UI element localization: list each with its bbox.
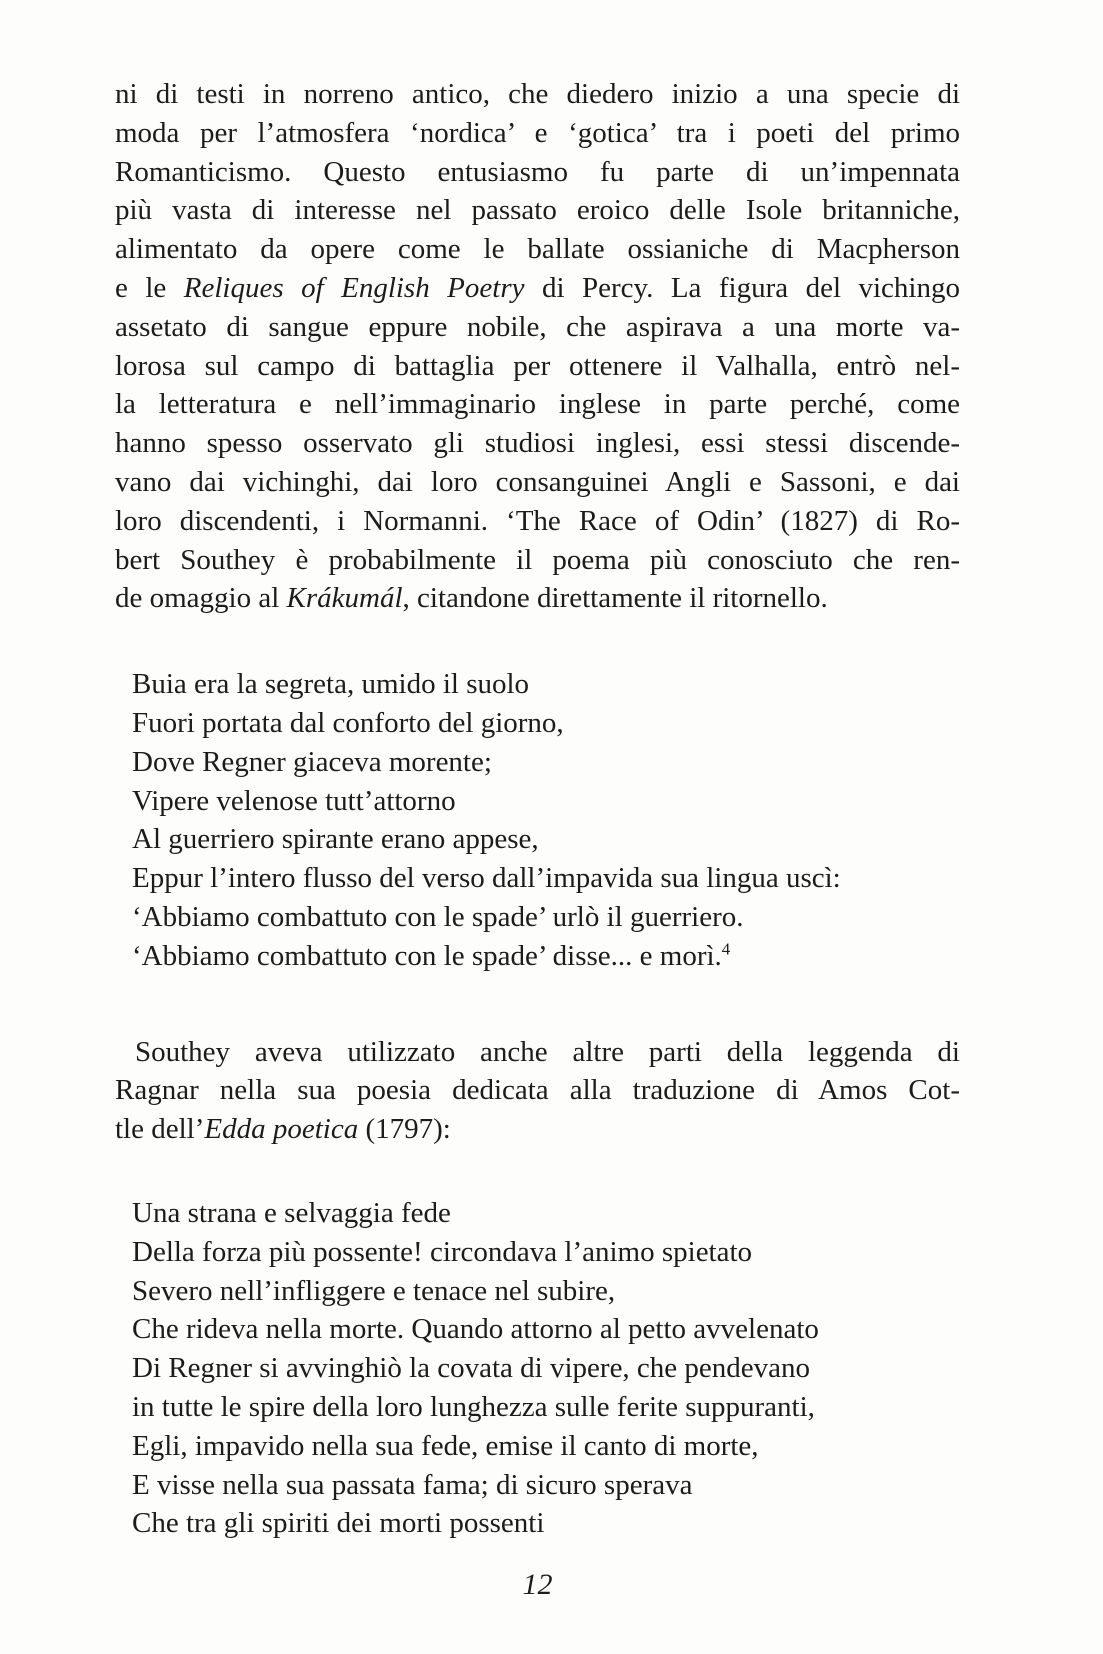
verse-line: ‘Abbiamo combattuto con le spade’ urlò il guerriero. — [132, 900, 744, 933]
verse-line: Che rideva nella morte. Quando attorno al petto avvelenato — [132, 1313, 819, 1346]
verse-line: in tutte le spire della loro lunghezza sulle ferite suppuranti, — [132, 1390, 815, 1423]
text-run: (1797): — [358, 1113, 451, 1146]
verse-line: Fuori portata dal conforto del giorno, — [132, 706, 564, 739]
text-run: vano dai vichinghi, dai loro consanguinei Angli e Sassoni, e dai — [115, 465, 960, 498]
text-line — [115, 230, 960, 269]
text-run: la letteratura e nell’immaginario inglese in parte perché, come — [115, 388, 960, 421]
text-run: e le — [115, 271, 184, 304]
text-line — [115, 269, 960, 308]
text-line — [115, 385, 960, 424]
verse-line: Che tra gli spiriti dei morti possenti — [132, 1507, 545, 1540]
text-run: Ragnar nella sua poesia dedicata alla traduzione di Amos Cot- — [115, 1074, 960, 1107]
book-title-italic: Reliques of English Poetry — [183, 271, 525, 304]
verse-line: Al guerriero spirante erano appese, — [132, 823, 539, 856]
text-run: moda per l’atmosfera ‘nordica’ e ‘gotica’ tra i poeti del primo — [115, 116, 960, 149]
text-line — [115, 502, 960, 541]
verse-line: Dove Regner giaceva morente; — [132, 745, 492, 778]
page-number: 12 — [522, 1568, 553, 1601]
verse-line: Una strana e selvaggia fede — [132, 1196, 451, 1229]
text-run: de omaggio al — [115, 582, 287, 615]
verse-line — [115, 937, 960, 976]
book-title-italic: Krákumál — [286, 582, 403, 615]
text-line — [115, 191, 960, 230]
text-line — [115, 541, 960, 580]
text-run: Southey aveva utilizzato anche altre parti della leggenda di — [135, 1035, 960, 1068]
text-run: Romanticismo. Questo entusiasmo fu parte di un’impennata — [115, 155, 960, 188]
paragraph-1 — [115, 75, 960, 618]
verse-line: Della forza più possente! circondava l’animo spietato — [132, 1235, 753, 1268]
text-run: tle dell’ — [115, 1113, 205, 1146]
verse-line: Eppur l’intero flusso del verso dall’impavida sua lingua uscì: — [132, 862, 841, 895]
text-block — [115, 75, 960, 1543]
text-run: loro discendenti, i Normanni. ‘The Race of Odin’ (1827) di Ro- — [115, 504, 960, 537]
text-run: ni di testi in norreno antico, che diedero inizio a una specie di — [115, 78, 960, 110]
text-line — [115, 347, 960, 386]
text-line — [115, 153, 960, 192]
verse-line: Severo nell’infliggere e tenace nel subire, — [132, 1274, 616, 1307]
text-line — [115, 114, 960, 153]
text-run: , citandone direttamente il ritornello. — [402, 582, 828, 615]
text-line — [115, 463, 960, 502]
verse-line: Egli, impavido nella sua fede, emise il canto di morte, — [132, 1429, 759, 1462]
footnote-marker: 4 — [721, 939, 731, 959]
poem-quote-2 — [115, 1194, 960, 1543]
text-run: di Percy. La figura del vichingo — [524, 271, 960, 304]
paragraph-2 — [115, 1033, 960, 1149]
poem-quote-1 — [115, 665, 960, 975]
text-run: più vasta di interesse nel passato eroico delle Isole britanniche, — [115, 194, 960, 227]
verse-line: Vipere velenose tutt’attorno — [132, 784, 456, 817]
text-line — [115, 424, 960, 463]
text-line — [115, 75, 960, 114]
text-line — [115, 1071, 960, 1110]
book-title-italic: Edda poetica — [204, 1113, 359, 1146]
text-run: lorosa sul campo di battaglia per ottenere il Valhalla, entrò nel- — [115, 349, 960, 382]
text-run: ‘Abbiamo combattuto con le spade’ disse... e morì. — [132, 939, 722, 972]
verse-line: Buia era la segreta, umido il suolo — [132, 668, 530, 701]
text-run: alimentato da opere come le ballate ossianiche di Macpherson — [115, 233, 960, 266]
text-run: hanno spesso osservato gli studiosi inglesi, essi stessi discende- — [115, 427, 960, 460]
text-run: assetato di sangue eppure nobile, che aspirava a una morte va- — [115, 310, 960, 343]
verse-line: Di Regner si avvinghiò la covata di vipere, che pendevano — [132, 1352, 811, 1385]
text-line — [115, 579, 960, 618]
text-line — [115, 1110, 960, 1149]
text-run: bert Southey è probabilmente il poema più conosciuto che ren- — [115, 543, 960, 576]
text-line — [115, 308, 960, 347]
text-line — [115, 1033, 960, 1072]
verse-line: E visse nella sua passata fama; di sicuro sperava — [132, 1468, 693, 1501]
